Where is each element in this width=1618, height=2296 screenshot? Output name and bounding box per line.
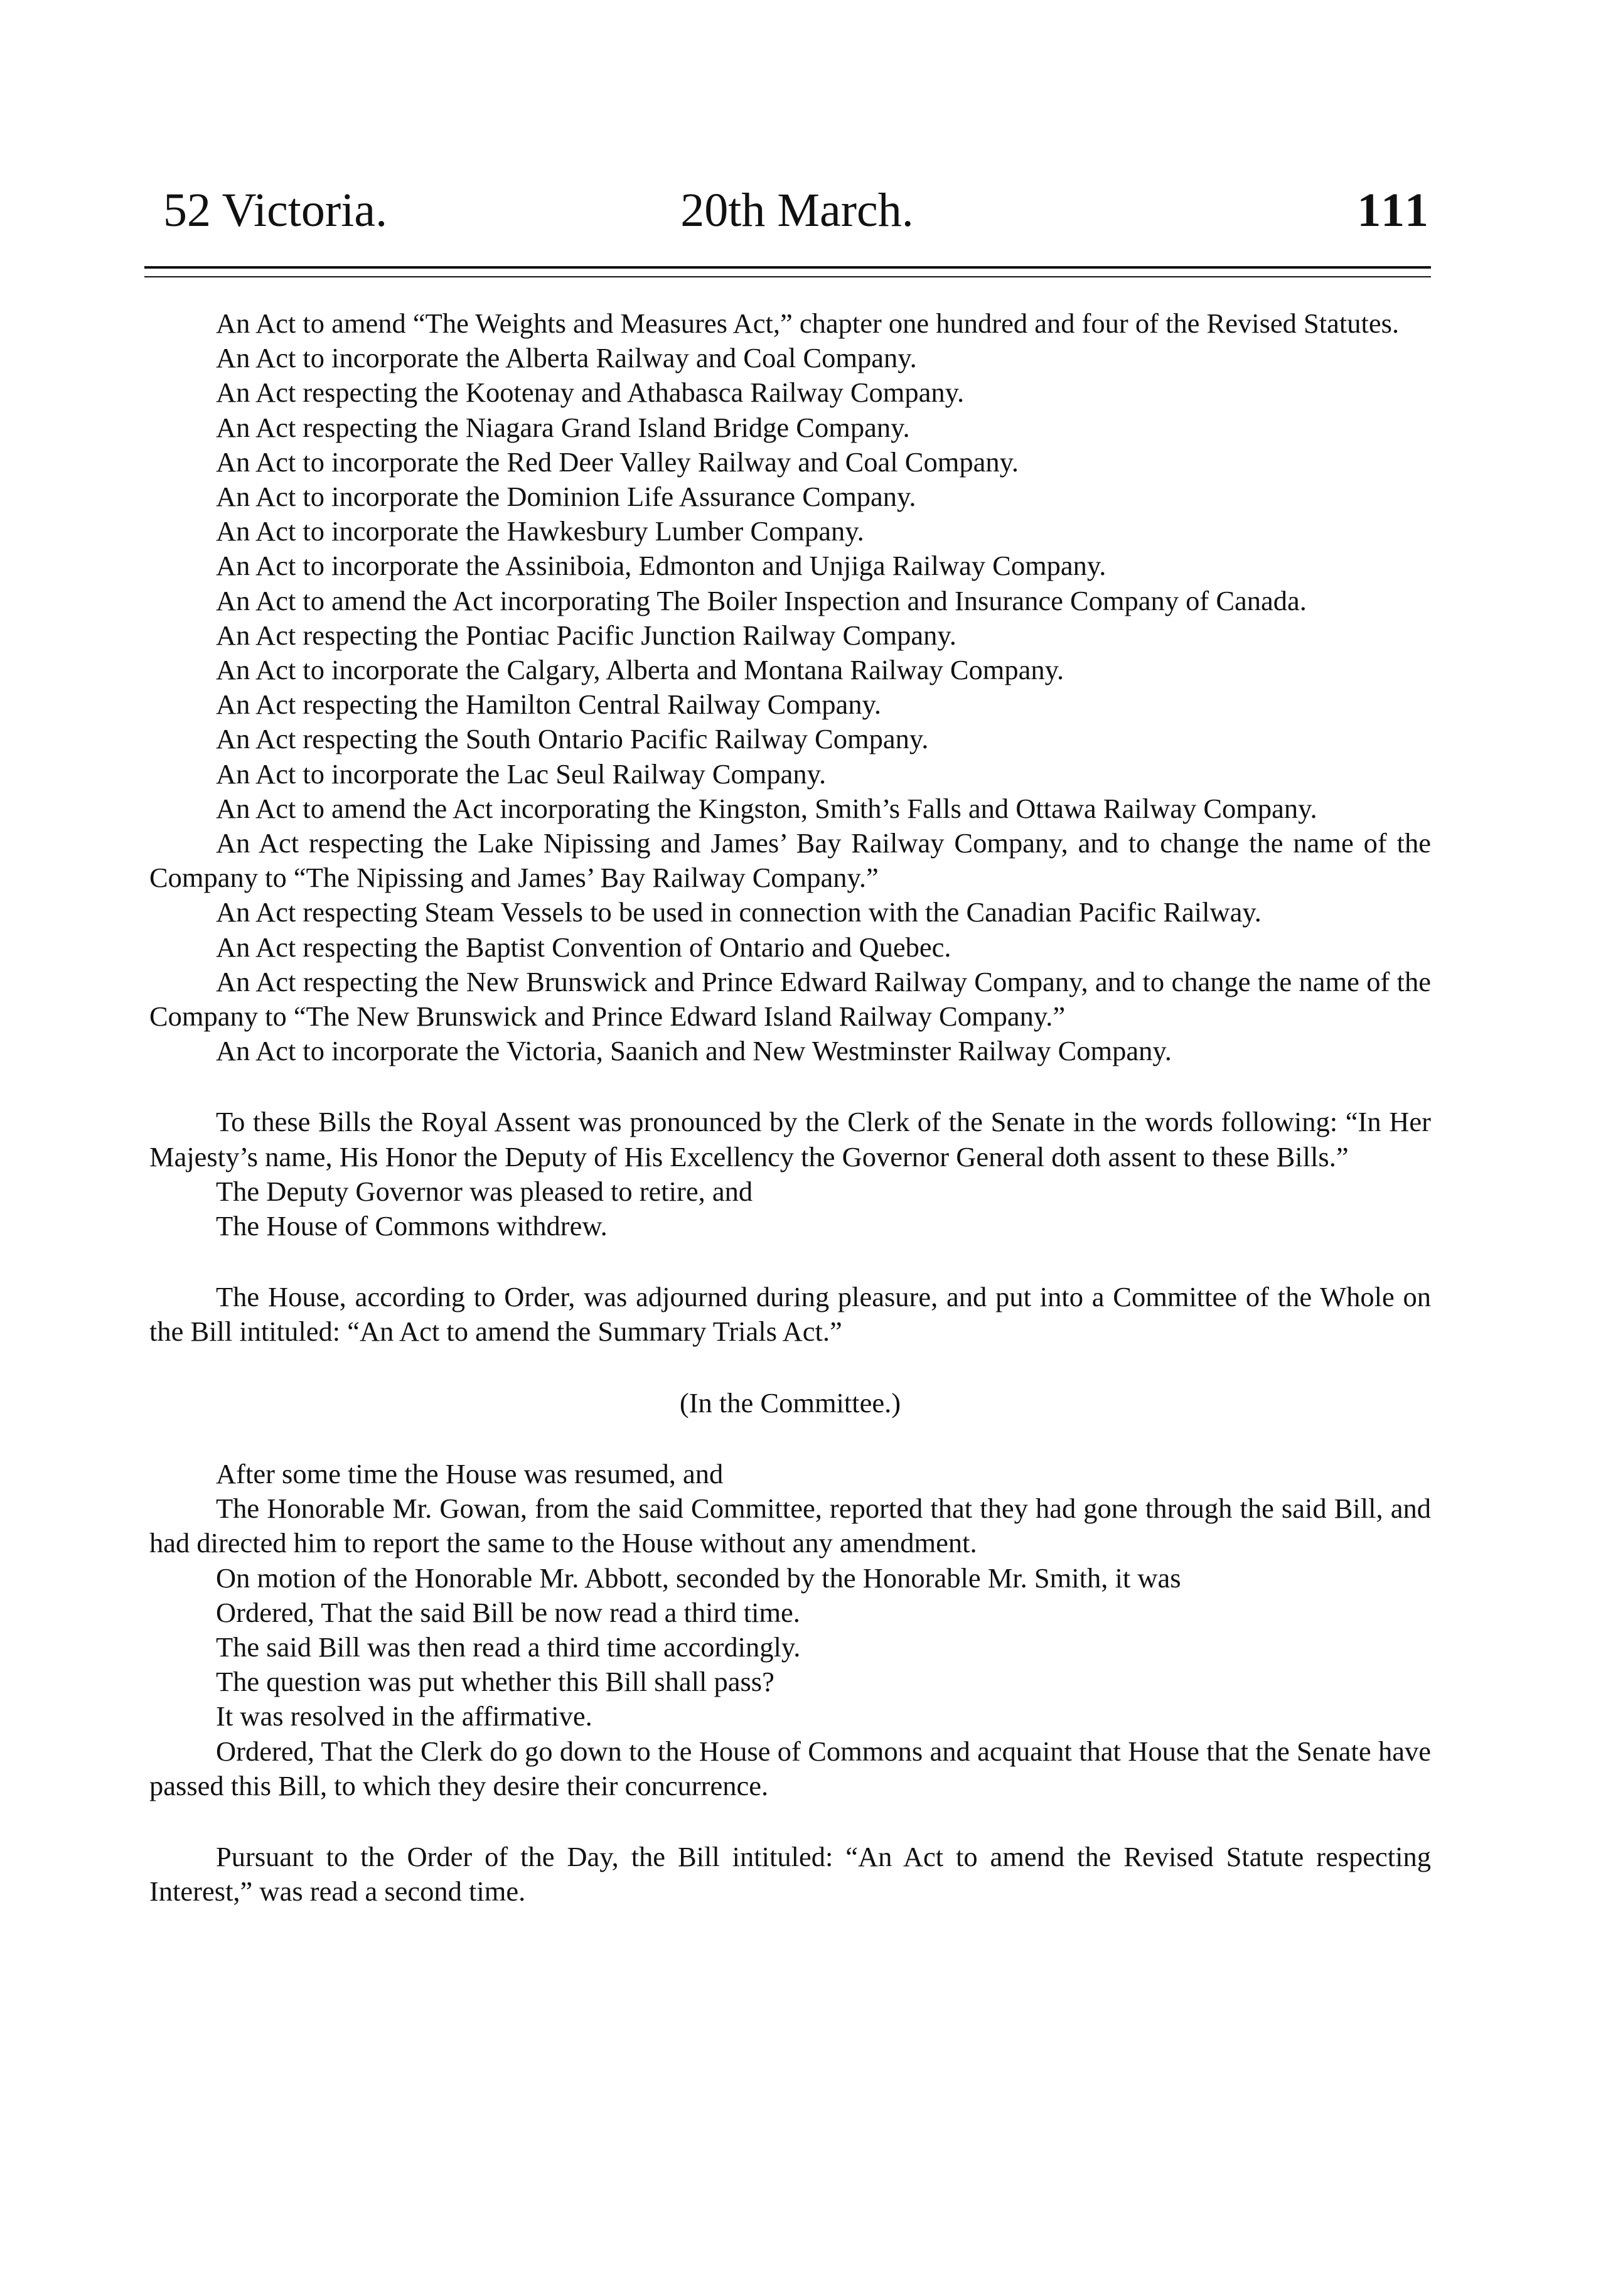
act-title: An Act respecting the Lake Nipissing and James’ Bay Railway Company, and to change the name of the Company to “The Nipissing and James’ Bay Railway Company.” xyxy=(149,827,1431,894)
royal-assent-paragraph: To these Bills the Royal Assent was pronounced by the Clerk of the Senate in the words following: “In Her Majesty’s name, His Honor the Deputy of His Excellency the Governor General doth assent to these Bills.” xyxy=(149,1106,1431,1172)
act-title: An Act to incorporate the Dominion Life Assurance Company. xyxy=(216,481,916,513)
body-paragraph: The question was put whether this Bill shall pass? xyxy=(216,1666,774,1698)
act-title: An Act respecting the Hamilton Central Railway Company. xyxy=(216,689,881,721)
body-paragraph: The House, according to Order, was adjourned during pleasure, and put into a Committee of the Whole on the Bill intituled: “An Act to amend the Summary Trials Act.” xyxy=(149,1281,1431,1348)
act-title: An Act respecting the Kootenay and Athabasca Railway Company. xyxy=(216,377,965,409)
body-paragraph: The Honorable Mr. Gowan, from the said Committee, reported that they had gone through the said Bill, and had directed him to report the same to the House without any amendment. xyxy=(149,1493,1431,1559)
act-title: An Act respecting the Niagara Grand Island Bridge Company. xyxy=(216,411,910,443)
paragraph-gap xyxy=(149,1068,1431,1105)
act-title: An Act respecting the New Brunswick and Prince Edward Railway Company, and to change the name of the Company to “The New Brunswick and Prince Edward Island Railway Company.” xyxy=(149,965,1431,1033)
act-title: An Act to incorporate the Hawkesbury Lumber Company. xyxy=(216,515,864,547)
act-title: An Act respecting the Baptist Convention of Ontario and Quebec. xyxy=(216,931,951,963)
paragraph-gap xyxy=(149,1349,1431,1386)
body-paragraph: Pursuant to the Order of the Day, the Bill intituled: “An Act to amend the Revised Statute respecting Interest,” was read a second time. xyxy=(149,1840,1431,1907)
body-paragraph: Ordered, That the Clerk do go down to the House of Commons and acquaint that House that the Senate have passed this Bill, to which they desire their concurrence. xyxy=(149,1735,1431,1801)
paragraph-gap xyxy=(149,1420,1431,1457)
committee-heading: (In the Committee.) xyxy=(679,1387,901,1419)
act-title: An Act respecting the Pontiac Pacific Junction Railway Company. xyxy=(216,619,956,651)
act-title: An Act to incorporate the Red Deer Valley Railway and Coal Company. xyxy=(216,446,1019,478)
act-title: An Act to incorporate the Lac Seul Railway Company. xyxy=(216,758,827,790)
body-paragraph: Ordered, That the said Bill be now read a third time. xyxy=(216,1596,800,1628)
act-title: An Act to amend the Act incorporating The Boiler Inspection and Insurance Company of Canada. xyxy=(216,584,1307,616)
body-paragraph: It was resolved in the affirmative. xyxy=(216,1700,592,1732)
journal-body xyxy=(149,306,1431,1909)
date-heading: 20th March. xyxy=(680,184,914,237)
act-title: An Act respecting the South Ontario Pacific Railway Company. xyxy=(216,723,929,755)
body-paragraph: The said Bill was then read a third time accordingly. xyxy=(216,1631,801,1663)
act-title: An Act to incorporate the Calgary, Alberta and Montana Railway Company. xyxy=(216,654,1064,686)
act-title: An Act to amend “The Weights and Measures Act,” chapter one hundred and four of the Revised Statutes. xyxy=(216,308,1400,339)
body-paragraph: The Deputy Governor was pleased to retire, and xyxy=(216,1175,753,1207)
act-title: An Act to incorporate the Victoria, Saanich and New Westminster Railway Company. xyxy=(216,1035,1172,1067)
header-rule-thick xyxy=(144,266,1431,269)
paragraph-gap xyxy=(149,1803,1431,1840)
act-title: An Act to incorporate the Assiniboia, Edmonton and Unjiga Railway Company. xyxy=(216,550,1106,582)
body-paragraph: After some time the House was resumed, and xyxy=(216,1457,724,1489)
body-paragraph: The House of Commons withdrew. xyxy=(216,1210,608,1242)
act-title: An Act to incorporate the Alberta Railway and Coal Company. xyxy=(216,342,917,374)
page-header xyxy=(163,179,1431,248)
act-title: An Act to amend the Act incorporating the Kingston, Smith’s Falls and Ottawa Railway Company. xyxy=(216,792,1317,824)
header-rule-thin xyxy=(144,276,1431,277)
paragraph-gap xyxy=(149,1243,1431,1280)
session-label: 52 Victoria. xyxy=(163,184,388,237)
body-paragraph: On motion of the Honorable Mr. Abbott, seconded by the Honorable Mr. Smith, it was xyxy=(216,1562,1181,1594)
act-title: An Act respecting Steam Vessels to be used in connection with the Canadian Pacific Railway. xyxy=(216,896,1262,928)
page-number: 111 xyxy=(1357,184,1431,237)
